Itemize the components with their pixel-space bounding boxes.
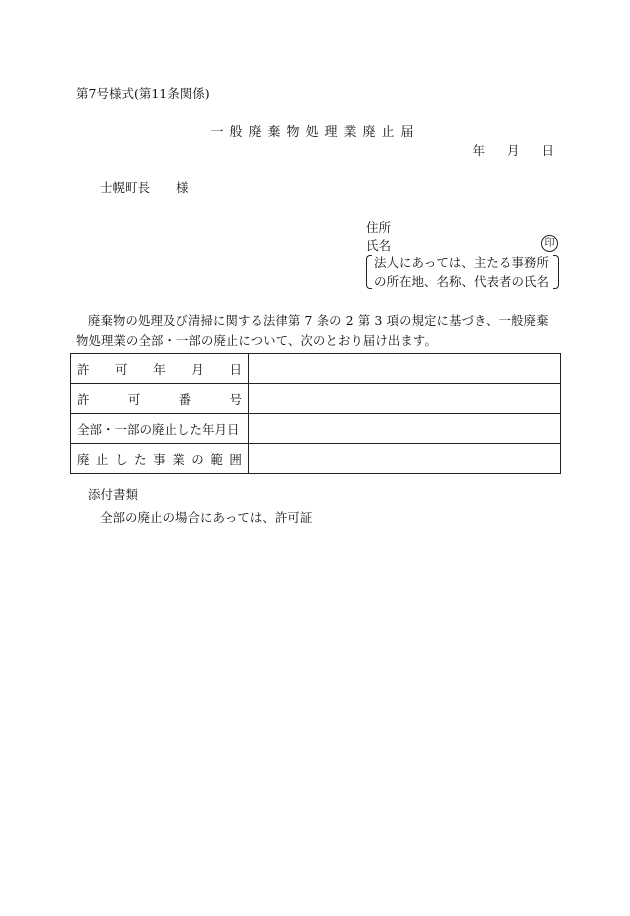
date-line [472, 141, 554, 159]
label-char: 年 [153, 361, 166, 377]
label-char: 許 [77, 361, 90, 377]
abolition-date-field[interactable] [249, 414, 561, 444]
corporation-note [366, 253, 559, 291]
seal-mark: 印 [541, 235, 558, 252]
table-row [71, 414, 561, 444]
row-label-business-scope [71, 444, 249, 474]
label-char: 可 [127, 391, 141, 407]
label-char: 日 [229, 361, 242, 377]
date-year: 年 [472, 143, 485, 158]
permit-number-field[interactable] [249, 384, 561, 414]
label-char: 範 [210, 451, 223, 467]
left-bracket [366, 255, 372, 289]
permit-date-field[interactable] [249, 354, 561, 384]
table-row [71, 354, 561, 384]
table-row [71, 444, 561, 474]
label-char: た [134, 451, 147, 467]
addressee [100, 178, 189, 196]
label-char: 業 [172, 451, 185, 467]
row-label-permit-number [71, 384, 249, 414]
attachments-heading: 添付書類 [88, 487, 139, 502]
row-label-permit-date [71, 354, 249, 384]
notification-table [70, 353, 561, 474]
date-month: 月 [506, 143, 520, 158]
label-char: 号 [229, 391, 242, 407]
attachment-item: 全部の廃止の場合にあっては、許可証 [100, 510, 313, 525]
corporation-note-line1: 法人にあっては、主たる事務所 [374, 255, 549, 270]
label-char: 可 [115, 361, 128, 377]
label-char: し [115, 451, 128, 467]
row-label-abolition-date: 全部・一部の廃止した年月日 [71, 414, 249, 444]
right-bracket [553, 255, 559, 289]
label-char: 廃 [77, 451, 90, 467]
label-char: 番 [178, 391, 192, 407]
form-number: 第7号様式(第11条関係) [76, 86, 210, 101]
label-char: の [191, 451, 204, 467]
corporation-note-line2: の所在地、名称、代表者の氏名 [374, 274, 550, 289]
label-char: 囲 [229, 451, 242, 467]
notification-statement: 廃棄物の処理及び清掃に関する法律第 7 条の 2 第 3 項の規定に基づき、一般廃棄物処理業の全部・一部の廃止について、次のとおり届け出ます。 [76, 314, 549, 348]
label-char: 月 [191, 361, 204, 377]
label-char: 事 [153, 451, 166, 467]
address-label: 住所 [366, 220, 392, 235]
addressee-suffix: 様 [176, 180, 189, 195]
name-label: 氏名 [366, 238, 392, 253]
date-day: 日 [541, 143, 554, 158]
addressee-name: 士幌町長 [100, 180, 151, 195]
label-char: 止 [96, 451, 109, 467]
table-row [71, 384, 561, 414]
document-title: 一般廃棄物処理業廃止届 [210, 125, 420, 140]
label-char: 許 [77, 391, 90, 407]
business-scope-field[interactable] [249, 444, 561, 474]
